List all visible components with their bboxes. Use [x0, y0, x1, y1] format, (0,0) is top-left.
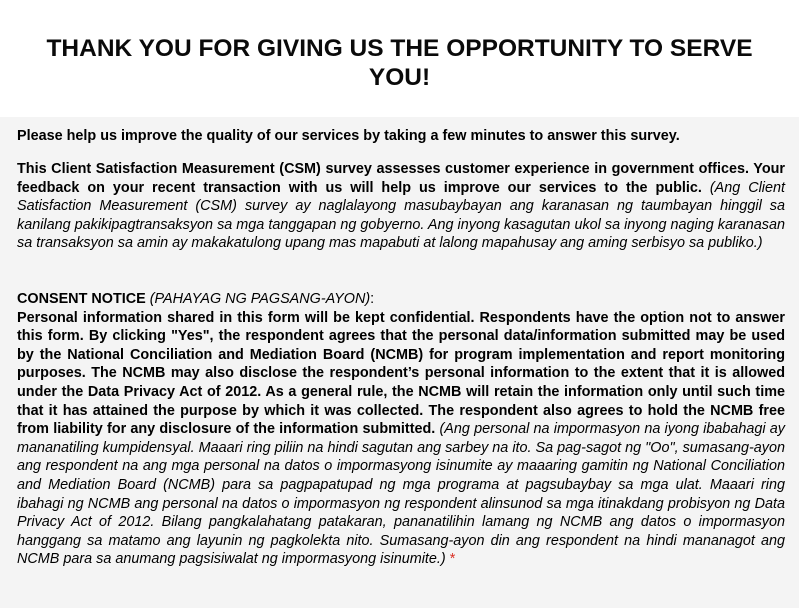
- intro-text: Please help us improve the quality of our services by taking a few minutes to answer this survey.: [17, 128, 680, 144]
- csm-description-english: This Client Satisfaction Measurement (CSM) survey assesses customer experience in government offices. Your feedback on your recent transaction with us will help us improve our services to the public.: [17, 161, 785, 196]
- csm-description: [17, 160, 785, 253]
- consent-heading: CONSENT NOTICE: [17, 291, 146, 307]
- required-asterisk: *: [449, 551, 456, 568]
- title-section: [0, 0, 799, 117]
- consent-text-filipino: (Ang personal na impormasyon na iyong ibabahagi ay mananatiling kumpidensyal. Maaari ring piliin na hindi sagutan ang sarbey na ito. Sa pag-sagot ng "Oo", sumasang-ayon ang respondent na ang mga personal na datos o impormasyong isinumite ay maaaring gamitin ng National Conciliation and Mediation Board (NCMB) para sa pagpapatupad ng mga programa at pagsubaybay sa mga ulat. Maaari ring ibahagi ng NCMB ang personal na datos o impormasyon ng respondent alinsunod sa mga itinakdang probisyon ng Data Privacy Act of 2012. Bilang pangkalahatang patakaran, pananatilihin lamang ng NCMB ang datos o impormasyon hanggang sa matamo ang layunin ng pagkolekta nito. Sumasang-ayon din ang respondent na hindi mananagot ang NCMB para sa anumang pagsisiwalat ng impormasyong isinumite.): [17, 421, 785, 568]
- page-title: THANK YOU FOR GIVING US THE OPPORTUNITY TO SERVE YOU!: [46, 35, 753, 91]
- consent-text-english: Personal information shared in this form will be kept confidential. Respondents have the option not to answer this form. By clicking "Yes", the respondent agrees that the personal data/information submitted may be used by the National Conciliation and Mediation Board (NCMB) for program implementation and report monitoring purposes. The NCMB may also disclose the respondent’s personal information to the extent that it is allowed under the Data Privacy Act of 2012. As a general rule, the NCMB will retain the information only until such time that it has attained the purpose by which it was collected. The respondent also agrees to hold the NCMB free from liability for any disclosure of the information submitted.: [17, 309, 785, 438]
- consent-heading-colon: :: [370, 291, 375, 307]
- consent-heading-translation: (PAHAYAG NG PAGSANG-AYON): [149, 291, 371, 307]
- csm-description-filipino: (Ang Client Satisfaction Measurement (CSM) survey ay naglalayong masubaybayan ang karanasan ng taumbayan hinggil sa kanilang pakikipagtransaksyon sa mga tanggapan ng gobyerno. Ang inyong kasagutan ukol sa inyong naging karanasan sa transaksyon sa amin ay makakatulong upang mas mapabuti at lalong mapahusay ang aming serbisyo sa publiko.): [17, 179, 785, 252]
- consent-notice: [17, 290, 785, 569]
- survey-description-section: [0, 117, 799, 608]
